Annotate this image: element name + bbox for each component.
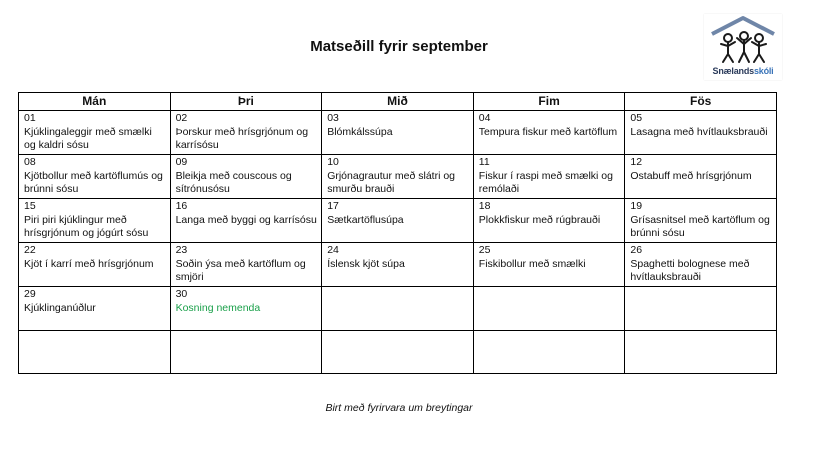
- day-number: 29: [24, 288, 36, 300]
- menu-table: [18, 92, 777, 374]
- day-number: 17: [327, 200, 339, 212]
- menu-cell: [19, 243, 171, 287]
- dish-name: Spaghetti bolognese með hvítlauksbrauði: [630, 257, 750, 283]
- logo-text-main: Snælands: [712, 66, 754, 76]
- menu-cell: [170, 287, 322, 331]
- day-number: 04: [478, 112, 491, 124]
- day-number: 18: [478, 200, 491, 212]
- dish-name: Sætkartöflusúpa: [327, 213, 404, 226]
- day-number: 12: [630, 156, 643, 168]
- menu-cell: [625, 111, 777, 155]
- dish-name: Fiskur í raspi með smælki og remólaði: [478, 169, 613, 195]
- day-number: 09: [175, 156, 188, 168]
- day-number: 19: [630, 200, 643, 212]
- menu-cell: [19, 331, 171, 374]
- dish-name: Langa með byggi og karrísósu: [175, 213, 317, 226]
- header-row: [19, 93, 777, 111]
- menu-cell: [322, 199, 474, 243]
- dish-name: Kjúklingaleggir með smælki og kaldri sósu: [24, 125, 152, 151]
- week-row: [19, 199, 777, 243]
- dish-name: Kjúklinganúðlur: [24, 301, 96, 314]
- menu-cell: [473, 331, 625, 374]
- menu-cell: [625, 199, 777, 243]
- week-row: [19, 331, 777, 374]
- dish-name: Þorskur með hrísgrjónum og karrísósu: [175, 125, 309, 151]
- dish-name: Piri piri kjúklingur með hrísgrjónum og jógúrt sósu: [24, 213, 149, 239]
- dish-name: Íslensk kjöt súpa: [327, 257, 405, 270]
- day-number: 01: [24, 112, 36, 124]
- dish-name: Kjöt í karrí með hrísgrjónum: [24, 257, 154, 270]
- dish-name: Tempura fiskur með kartöflum: [478, 125, 618, 138]
- school-logo-text: [704, 66, 782, 76]
- dish-name: Ostabuff með hrísgrjónum: [630, 169, 752, 182]
- dish-name: Plokkfiskur með rúgbrauði: [478, 213, 601, 226]
- day-number: 08: [24, 156, 36, 168]
- footer-note: Birt með fyrirvara um breytingar: [325, 402, 473, 414]
- menu-cell: [322, 287, 474, 331]
- menu-cell: [322, 331, 474, 374]
- day-number: 02: [175, 112, 188, 124]
- dish-name: Fiskibollur með smælki: [478, 257, 586, 270]
- menu-cell: [625, 155, 777, 199]
- menu-cell: [322, 111, 474, 155]
- week-row: [19, 155, 777, 199]
- menu-cell: [473, 155, 625, 199]
- menu-cell: [625, 331, 777, 374]
- day-header-thu: Fim: [473, 93, 625, 111]
- week-row: [19, 243, 777, 287]
- menu-cell: [170, 111, 322, 155]
- dish-name: Bleikja með couscous og sítrónusósu: [175, 169, 292, 195]
- day-number: 11: [478, 156, 490, 168]
- menu-cell: [473, 243, 625, 287]
- dish-name: Soðin ýsa með kartöflum og smjöri: [175, 257, 306, 283]
- menu-cell: [625, 243, 777, 287]
- dish-name: Grísasnitsel með kartöflum og brúnni sósu: [630, 213, 770, 239]
- menu-cell: [170, 199, 322, 243]
- menu-cell: [473, 287, 625, 331]
- menu-cell: [170, 331, 322, 374]
- week-row: [19, 287, 777, 331]
- day-number: 15: [24, 200, 36, 212]
- menu-cell: [170, 155, 322, 199]
- day-number: 03: [327, 112, 339, 124]
- dish-name: Lasagna með hvítlauksbrauði: [630, 125, 768, 138]
- menu-cell: [19, 111, 171, 155]
- day-number: 22: [24, 244, 36, 256]
- menu-cell: [473, 111, 625, 155]
- day-number: 30: [175, 288, 188, 300]
- page-title: Matseðill fyrir september: [310, 38, 488, 55]
- menu-cell: [625, 287, 777, 331]
- day-header-mon: Mán: [19, 93, 171, 111]
- menu-cell: [19, 287, 171, 331]
- dish-name: Grjónagrautur með slátri og smurðu brauði: [327, 169, 455, 195]
- day-number: 25: [478, 244, 491, 256]
- menu-cell: [19, 155, 171, 199]
- day-number: 24: [327, 244, 339, 256]
- day-header-tue: Þri: [170, 93, 322, 111]
- menu-cell: [19, 199, 171, 243]
- day-header-fri: Fös: [625, 93, 777, 111]
- day-number: 05: [630, 112, 643, 124]
- dish-name: Kjötbollur með kartöflumús og brúnni sósu: [24, 169, 163, 195]
- day-header-wed: Mið: [322, 93, 474, 111]
- logo-text-accent: skóli: [753, 66, 774, 76]
- day-number: 26: [630, 244, 643, 256]
- menu-cell: [170, 243, 322, 287]
- school-logo: [704, 14, 782, 80]
- week-row: [19, 111, 777, 155]
- day-number: 16: [175, 200, 188, 212]
- menu-cell: [322, 243, 474, 287]
- school-logo-icon: [704, 14, 782, 66]
- dish-name: Blómkálssúpa: [327, 125, 393, 138]
- menu-cell: [473, 199, 625, 243]
- menu-body: [19, 111, 777, 374]
- day-number: 10: [327, 156, 339, 168]
- day-number: 23: [175, 244, 188, 256]
- dish-name: Kosning nemenda: [175, 301, 261, 314]
- menu-cell: [322, 155, 474, 199]
